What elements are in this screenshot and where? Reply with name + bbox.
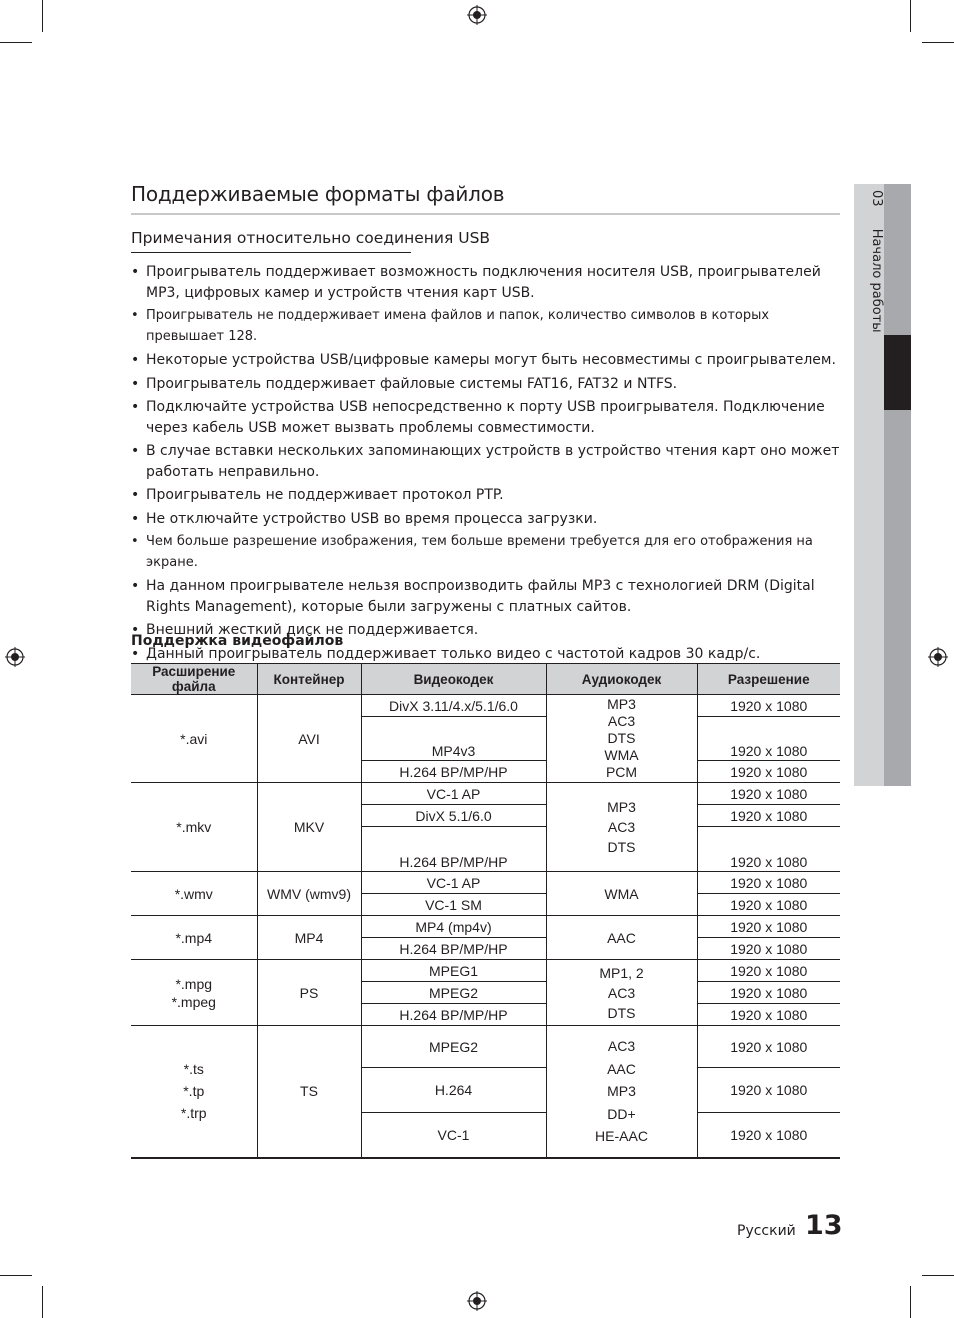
resolution-cell: 1920 x 1080 [697,805,840,827]
audio-codec-item: AAC [607,1060,636,1077]
crop-mark [910,0,911,32]
file-extension-cell [131,960,257,1026]
video-codec-cell: VC-1 [361,1113,546,1158]
resolution-cell: 1920 x 1080 [697,827,840,872]
file-extension-item: *.ts [183,1061,204,1078]
registration-mark-icon [467,5,487,25]
column-header: Контейнер [257,664,361,695]
crop-mark [42,1286,43,1318]
container-cell: MKV [257,783,361,872]
file-extension-item: *.mpeg [171,993,216,1010]
resolution-cell: 1920 x 1080 [697,1026,840,1068]
resolution-cell: 1920 x 1080 [697,1068,840,1113]
table-row [131,916,840,938]
crop-mark [42,0,43,32]
file-extension-cell: *.mp4 [131,916,257,960]
chapter-number: 03 [869,190,884,207]
audio-codec-item: MP1, 2 [599,964,644,981]
audio-codec-cell: WMA [546,872,697,916]
video-codec-cell: DivX 3.11/4.x/5.1/6.0 [361,695,546,717]
resolution-cell: 1920 x 1080 [697,761,840,783]
video-codec-cell: MPEG2 [361,982,546,1004]
list-item: • Проигрыватель поддерживает возможность подключения носителя USB, проигрывателей MP3, цифровых камер и устройств чтения карт USB. [131,262,843,303]
resolution-cell: 1920 x 1080 [697,894,840,916]
file-extension-cell: *.mkv [131,783,257,872]
video-codec-cell: VC-1 SM [361,894,546,916]
file-extension-cell [131,1026,257,1158]
crop-mark [910,1286,911,1318]
container-cell: TS [257,1026,361,1158]
usb-notes-list [131,262,843,667]
list-item: • Некоторые устройства USB/цифровые камеры могут быть несовместимы с проигрывателем. [131,350,843,371]
crop-mark [0,42,32,43]
video-codec-cell: VC-1 AP [361,872,546,894]
video-codec-cell: VC-1 AP [361,783,546,805]
table-row [131,1026,840,1068]
audio-codec-item: DTS [607,839,636,855]
audio-codec-item: DTS [607,1004,636,1021]
list-item: • Подключайте устройства USB непосредственно к порту USB проигрывателя. Подключение через кабель USB может вызвать проблемы совместимости. [131,397,843,438]
chapter-title: Начало работы [869,228,884,333]
list-item: • Проигрыватель поддерживает файловые системы FAT16, FAT32 и NTFS. [131,374,843,395]
audio-codec-cell [546,1026,697,1158]
crop-mark [0,1275,32,1276]
video-codec-cell: DivX 5.1/6.0 [361,805,546,827]
column-header: Разрешение [697,664,840,695]
audio-codec-cell [546,960,697,1026]
table-row [131,872,840,894]
audio-codec-item: MP3 [607,799,636,815]
audio-codec-cell [546,783,697,872]
file-extension-item: *.trp [180,1105,207,1122]
chapter-tab-label [869,190,884,333]
list-item: • Не отключайте устройство USB во время процесса загрузки. [131,509,843,530]
file-extension-cell: *.avi [131,695,257,783]
container-cell: AVI [257,695,361,783]
audio-codec-item: MP3 [607,696,636,712]
audio-codec-item: AC3 [607,819,636,835]
resolution-cell: 1920 x 1080 [697,695,840,717]
list-item: • Внешний жесткий диск не поддерживается. [131,620,843,641]
resolution-cell: 1920 x 1080 [697,982,840,1004]
usb-notes-underline [131,252,411,253]
audio-codec-item: AC3 [607,984,636,1001]
audio-codec-item: WMA [604,747,639,763]
crop-mark [922,1275,954,1276]
video-codec-cell: H.264 BP/MP/HP [361,827,546,872]
resolution-cell: 1920 x 1080 [697,1004,840,1026]
audio-codec-item: AC3 [607,713,636,729]
video-codec-cell: MPEG2 [361,1026,546,1068]
file-extension-item: *.tp [183,1083,205,1100]
registration-mark-icon [928,647,948,667]
resolution-cell: 1920 x 1080 [697,717,840,761]
table-row [131,783,840,805]
resolution-cell: 1920 x 1080 [697,916,840,938]
table-row [131,960,840,982]
video-codec-cell: H.264 BP/MP/HP [361,1004,546,1026]
list-item: • Проигрыватель не поддерживает имена файлов и папок, количество символов в которых превышает 128. [131,306,843,347]
column-header: Видеокодек [361,664,546,695]
footer-language: Русский [737,1223,796,1239]
chapter-tab-band [884,184,911,786]
video-codec-cell: MP4v3 [361,717,546,761]
audio-codec-item: DD+ [607,1105,636,1122]
audio-codec-item: PCM [605,764,638,780]
list-item: • Чем больше разрешение изображения, тем больше времени требуется для его отображения на экране. [131,532,843,573]
video-codec-cell: H.264 [361,1068,546,1113]
audio-codec-item: AC3 [607,1038,636,1054]
video-codec-cell: MPEG1 [361,960,546,982]
container-cell: PS [257,960,361,1026]
list-item: • Данный проигрыватель поддерживает только видео с частотой кадров 30 кадр/с. [131,644,843,665]
column-header: Аудиокодек [546,664,697,695]
container-cell: MP4 [257,916,361,960]
audio-codec-cell [546,695,697,783]
resolution-cell: 1920 x 1080 [697,872,840,894]
column-header: Расширение файла [131,664,257,695]
container-cell: WMV (wmv9) [257,872,361,916]
video-codec-cell: H.264 BP/MP/HP [361,761,546,783]
file-extension-item: *.mpg [175,975,213,992]
audio-codec-cell: AAC [546,916,697,960]
registration-mark-icon [467,1291,487,1311]
file-extension-cell: *.wmv [131,872,257,916]
audio-codec-item: DTS [607,730,636,746]
resolution-cell: 1920 x 1080 [697,783,840,805]
video-codec-cell: MP4 (mp4v) [361,916,546,938]
video-format-table [131,663,840,1159]
crop-mark [922,42,954,43]
table-header-row [131,664,840,695]
table-row [131,695,840,717]
resolution-cell: 1920 x 1080 [697,960,840,982]
audio-codec-item: HE-AAC [595,1128,648,1144]
list-item: • Проигрыватель не поддерживает протокол PTP. [131,485,843,506]
video-codec-cell: H.264 BP/MP/HP [361,938,546,960]
video-support-heading: Поддержка видеофайлов [131,633,344,649]
list-item: • В случае вставки нескольких запоминающих устройств в устройство чтения карт оно может работать неправильно. [131,441,843,482]
title-divider [131,213,840,215]
chapter-tab-marker [884,335,911,410]
page-title: Поддерживаемые форматы файлов [131,182,505,206]
list-item: • На данном проигрывателе нельзя воспроизводить файлы MP3 с технологией DRM (Digital Rights Management), которые были загружены с платных сайтов. [131,576,843,617]
registration-mark-icon [5,647,25,667]
usb-notes-heading: Примечания относительно соединения USB [131,229,491,247]
audio-codec-item: MP3 [607,1083,636,1099]
resolution-cell: 1920 x 1080 [697,938,840,960]
page-number: 13 [805,1210,843,1241]
resolution-cell: 1920 x 1080 [697,1113,840,1158]
